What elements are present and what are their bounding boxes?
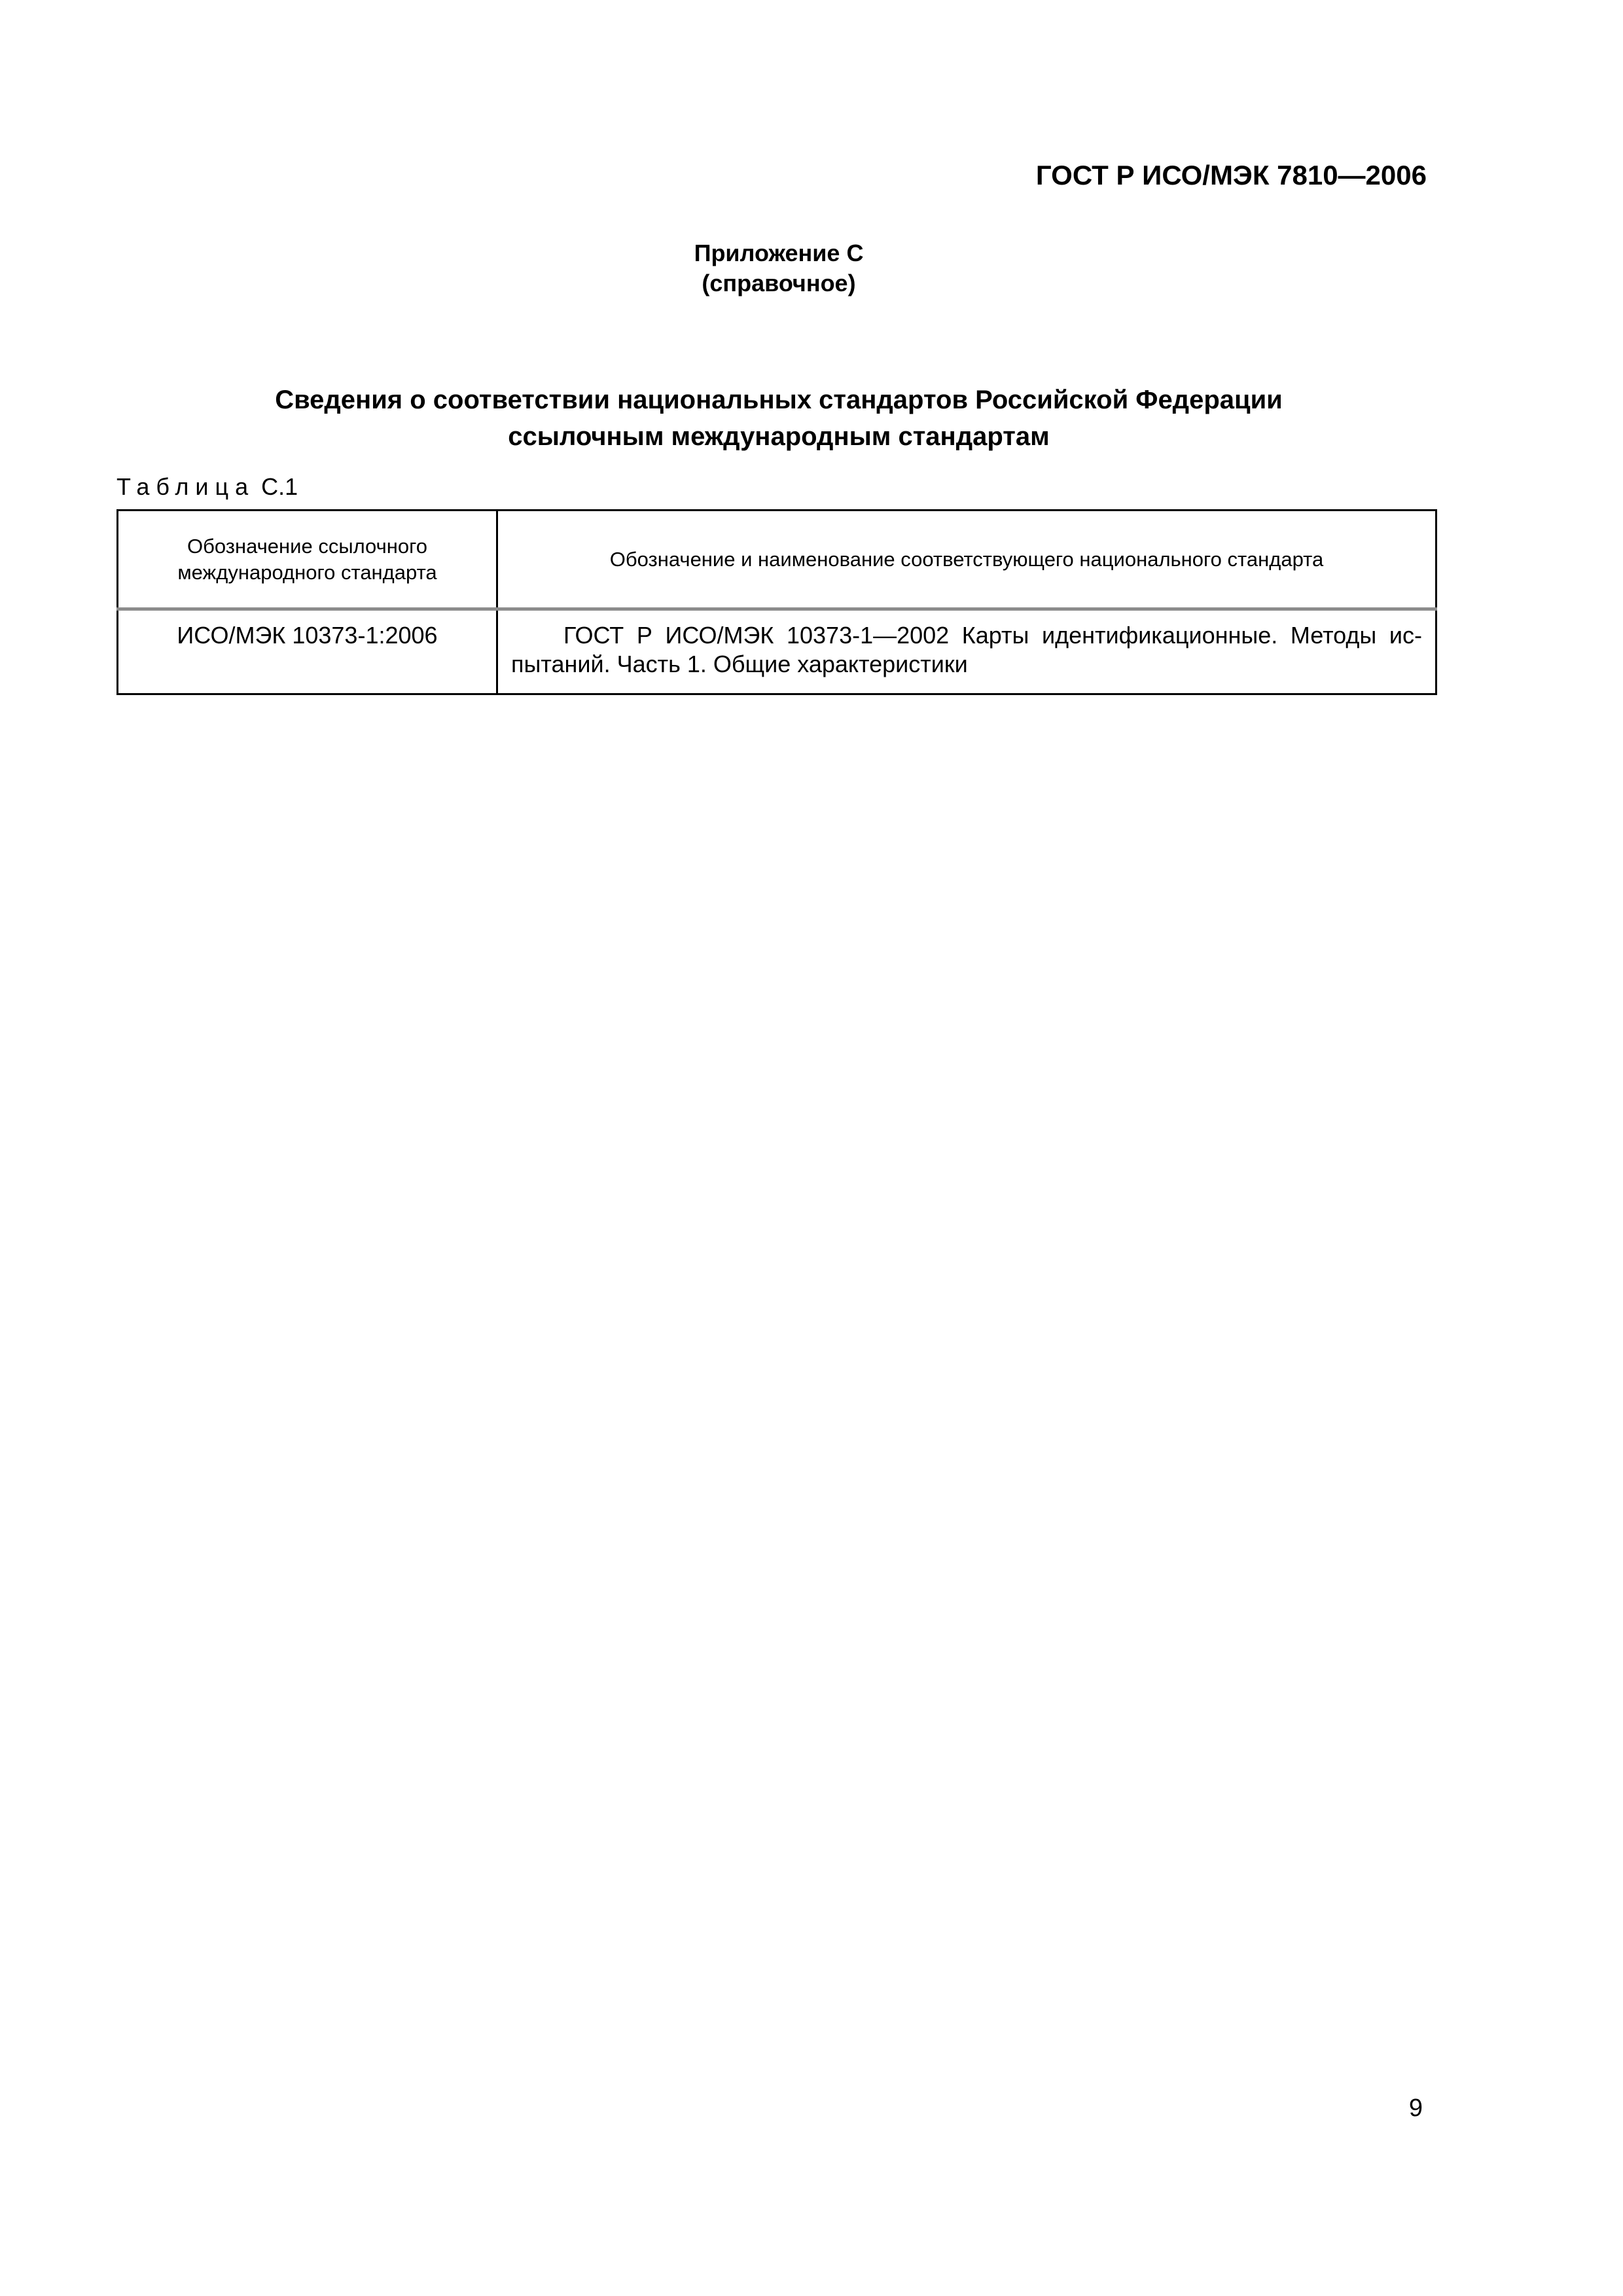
header-international-standard: [118, 511, 497, 609]
table-row: [118, 609, 1436, 694]
header-national-standard: Обозначение и наименование соответствующего национального стандарта: [497, 511, 1436, 609]
cell-international-standard: ИСО/МЭК 10373-1:2006: [118, 609, 497, 694]
table-header-row: [118, 511, 1436, 609]
section-title: [111, 382, 1446, 455]
table-caption-label: Таблица: [116, 473, 255, 500]
section-title-line1: Сведения о соответствии национальных стандартов Российской Федерации: [275, 386, 1283, 414]
page-number: 9: [1408, 2094, 1423, 2122]
header-col1-line1: Обозначение ссылочного: [187, 534, 427, 558]
appendix-title: Приложение C: [694, 240, 864, 266]
document-code: ГОСТ Р ИСО/МЭК 7810—2006: [1035, 160, 1427, 190]
table-caption: [116, 473, 298, 501]
correspondence-table: [116, 509, 1437, 695]
appendix-type: (справочное): [702, 270, 856, 296]
section-title-line2: ссылочным международным стандартам: [508, 422, 1050, 451]
appendix-heading: [0, 238, 1558, 298]
table-caption-number: С.1: [261, 473, 298, 500]
cell-national-standard: ГОСТ Р ИСО/МЭК 10373-1—2002 Карты идентификационные. Методы испытаний. Часть 1. Общие характеристики: [497, 609, 1436, 694]
header-col1-line2: международного стандарта: [177, 560, 437, 584]
